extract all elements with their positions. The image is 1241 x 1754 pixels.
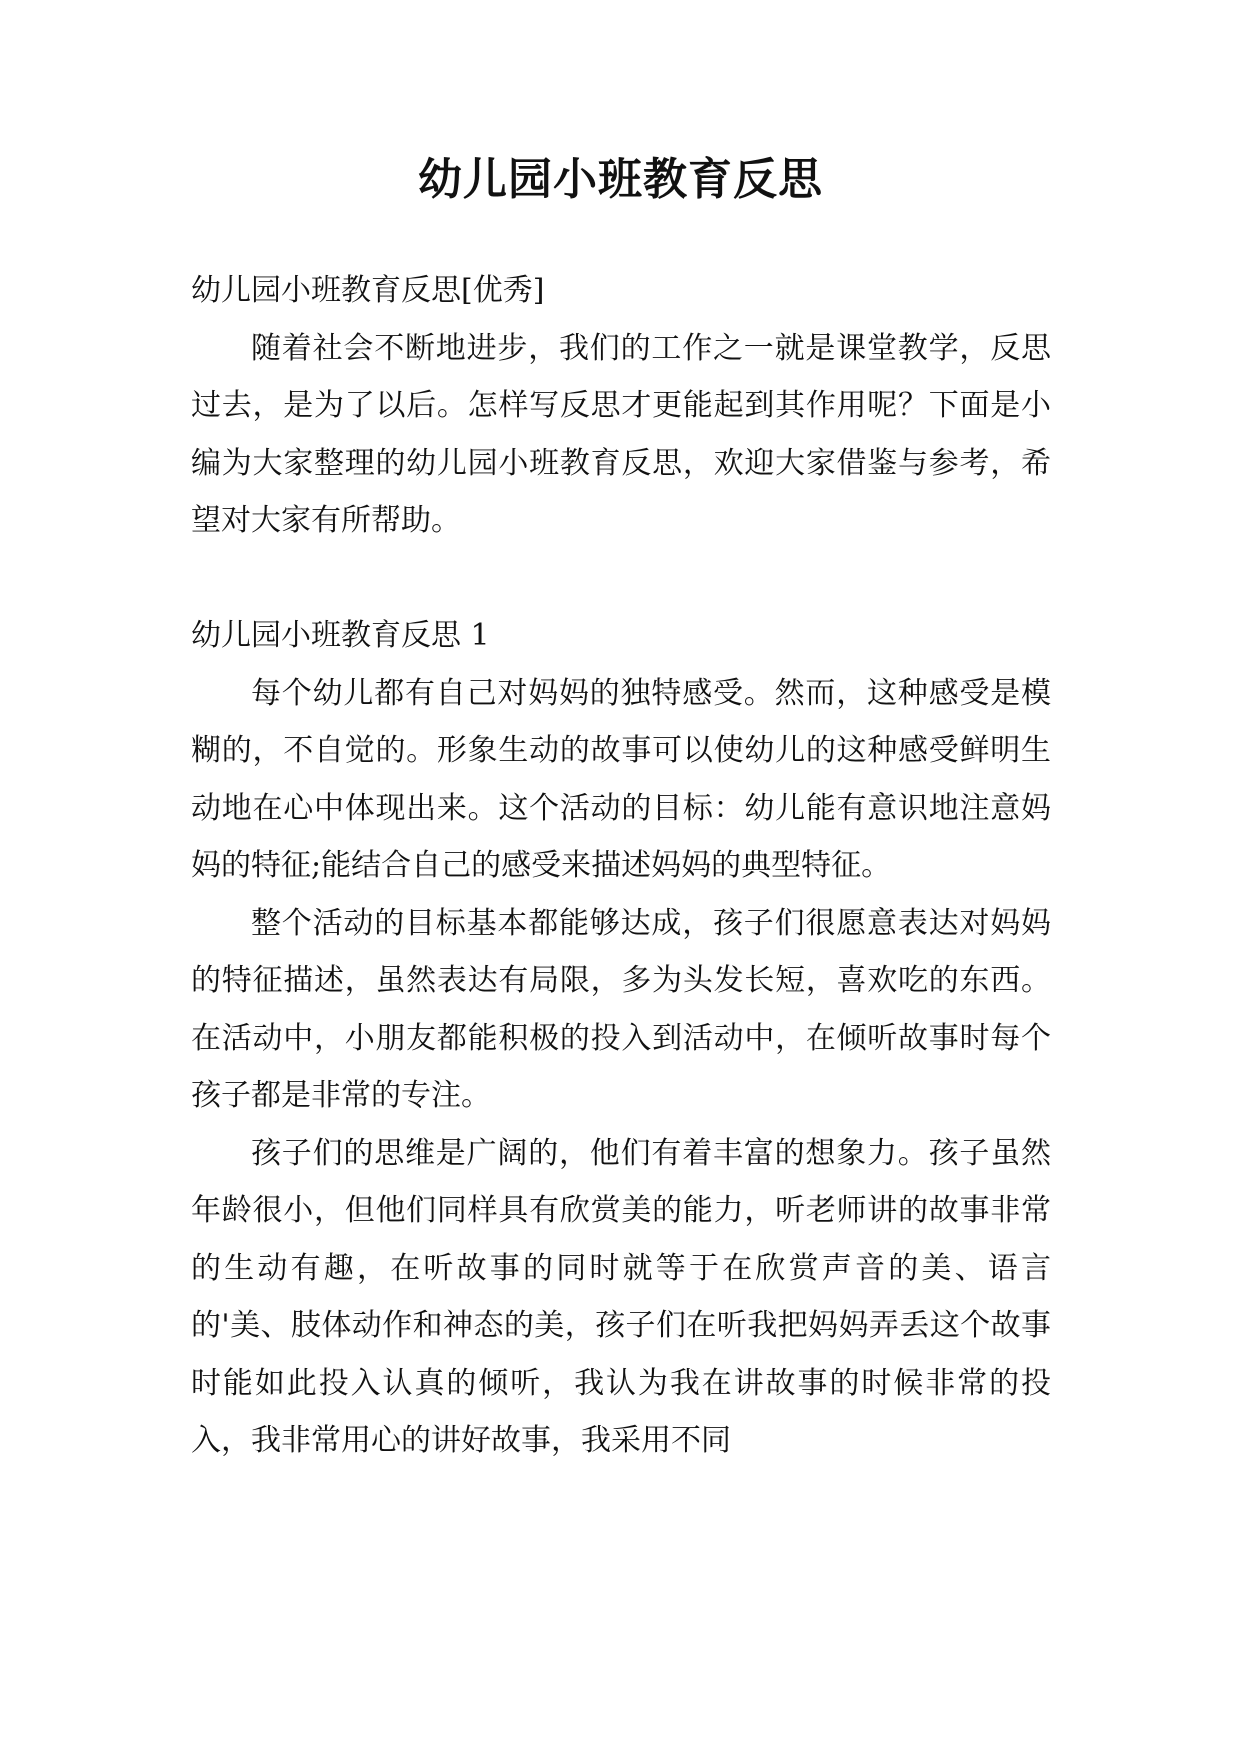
blank-line [191, 550, 1051, 608]
body-paragraph-1: 每个幼儿都有自己对妈妈的独特感受。然而，这种感受是模糊的，不自觉的。形象生动的故事可以使幼儿的这种感受鲜明生动地在心中体现出来。这个活动的目标：幼儿能有意识地注意妈妈的特征;能结合自己的感受来描述妈妈的典型特征。 [191, 675, 1051, 883]
section-heading: 幼儿园小班教育反思 1 [191, 618, 490, 653]
intro-paragraph: 随着社会不断地进步，我们的工作之一就是课堂教学，反思过去，是为了以后。怎样写反思才更能起到其作用呢？下面是小编为大家整理的幼儿园小班教育反思，欢迎大家借鉴与参考，希望对大家有所帮助。 [191, 330, 1051, 538]
document-title: 幼儿园小班教育反思 [418, 154, 823, 205]
document-subtitle: 幼儿园小班教育反思[优秀] [191, 273, 545, 308]
document-body [191, 262, 1051, 1470]
body-paragraph-2: 整个活动的目标基本都能够达成，孩子们很愿意表达对妈妈的特征描述，虽然表达有局限，多为头发长短，喜欢吃的东西。在活动中，小朋友都能积极的投入到活动中，在倾听故事时每个孩子都是非常的专注。 [191, 905, 1051, 1113]
body-paragraph-3: 孩子们的思维是广阔的，他们有着丰富的想象力。孩子虽然年龄很小，但他们同样具有欣赏美的能力，听老师讲的故事非常的生动有趣，在听故事的同时就等于在欣赏声音的美、语言的'美、肢体动作和神态的美，孩子们在听我把妈妈弄丢这个故事时能如此投入认真的倾听，我认为我在讲故事的时候非常的投入，我非常用心的讲好故事，我采用不同 [191, 1135, 1051, 1458]
